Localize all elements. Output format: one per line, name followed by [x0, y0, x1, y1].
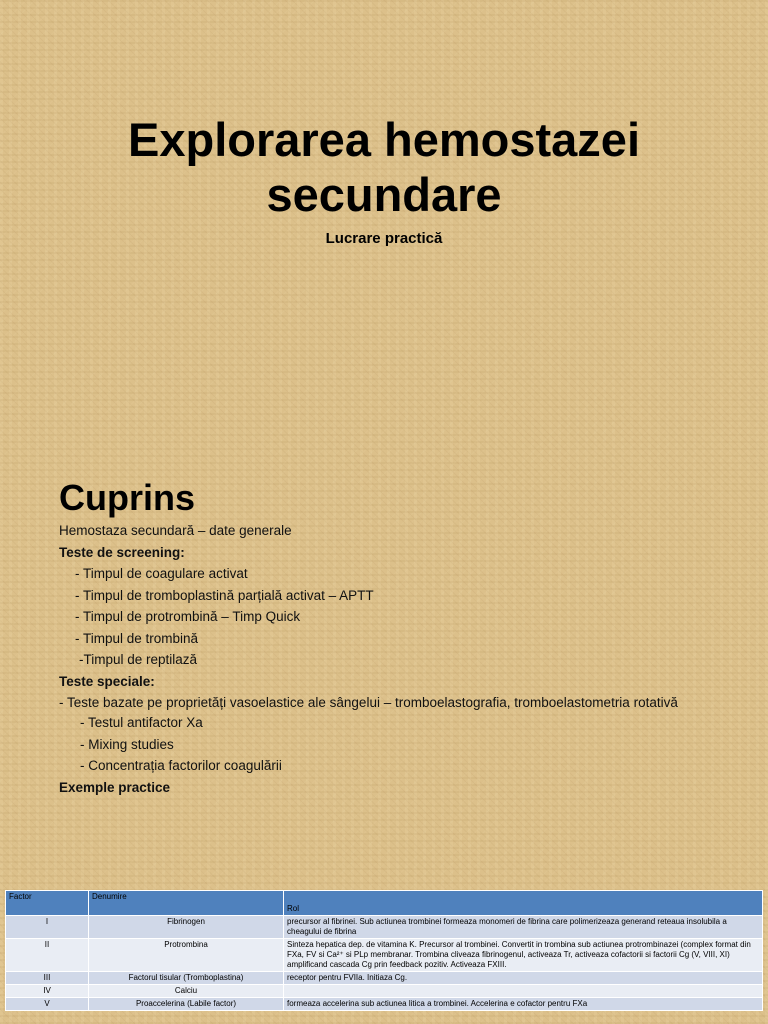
contents-item: Hemostaza secundară – date generale [59, 523, 292, 538]
cell-denumire: Factorul tisular (Tromboplastina) [89, 972, 284, 985]
title-line-1: Explorarea hemostazei [128, 113, 640, 166]
cell-factor: III [6, 972, 89, 985]
header-factor: Factor [6, 891, 89, 916]
factors-slide [0, 864, 768, 1024]
contents-list [59, 520, 729, 798]
contents-item: - Mixing studies [80, 736, 174, 752]
contents-item: - Timpul de coagulare activat [75, 566, 248, 581]
contents-item: - Concentrația factorilor coagulării [80, 758, 282, 773]
contents-item: - Timpul de tromboplastină parțială activat – APTT [75, 587, 374, 603]
contents-section-heading: Teste speciale: [59, 673, 155, 689]
table-row [6, 972, 763, 985]
table-header-row [6, 891, 763, 916]
cell-factor: I [6, 916, 89, 939]
cell-rol: Sinteza hepatica dep. de vitamina K. Precursor al trombinei. Convertit in trombina sub actiunea protrombinazei (complex format din FXa, FV si Ca²⁺ si PLp membranar. Trombina cliveaza fibrinogenul, activeaza Tr, activeaza cofactorii si factorii Cg (V, VIII, XI) amplificand cascada Cg prin feedback pozitiv. Activeaza FXIII. [284, 939, 763, 972]
table-row [6, 916, 763, 939]
contents-item: - Timpul de protrombină – Timp Quick [75, 609, 301, 624]
title-line-2: secundare [266, 168, 502, 221]
contents-section-heading: Exemple practice [59, 779, 171, 795]
cell-rol: receptor pentru FVIIa. Initiaza Cg. [284, 972, 763, 985]
cell-denumire: Proaccelerina (Labile factor) [89, 998, 284, 1011]
contents-item: - Timpul de trombină [75, 630, 199, 646]
cell-factor: IV [6, 985, 89, 998]
cell-rol: precursor al fibrinei. Sub actiunea trombinei formeaza monomeri de fibrina care polimerizeaza generand reteaua insolubila a cheagului de fibrina [284, 916, 763, 939]
contents-item: - Teste bazate pe proprietăți vasoelastice ale sângelui – tromboelastografia, tromboelastometria rotativă [59, 695, 678, 710]
coagulation-factors-table [5, 890, 763, 1011]
contents-title: Cuprins [59, 477, 196, 518]
title-slide [0, 0, 768, 432]
table-row [6, 985, 763, 998]
contents-slide [0, 432, 768, 864]
contents-item: - Testul antifactor Xa [80, 715, 203, 730]
table-row [6, 939, 763, 972]
cell-denumire: Fibrinogen [89, 916, 284, 939]
cell-factor: V [6, 998, 89, 1011]
presentation-subtitle: Lucrare practică [325, 230, 443, 247]
cell-denumire: Calciu [89, 985, 284, 998]
cell-rol [284, 985, 763, 998]
presentation-title [0, 112, 768, 222]
header-rol: Rol [284, 891, 763, 916]
cell-factor: II [6, 939, 89, 972]
cell-denumire: Protrombina [89, 939, 284, 972]
table-row [6, 998, 763, 1011]
contents-section-heading: Teste de screening: [59, 544, 185, 560]
cell-rol: formeaza accelerina sub actiunea litica a trombinei. Accelerina e cofactor pentru FXa [284, 998, 763, 1011]
contents-item: -Timpul de reptilază [79, 652, 198, 667]
header-denumire: Denumire [89, 891, 284, 916]
